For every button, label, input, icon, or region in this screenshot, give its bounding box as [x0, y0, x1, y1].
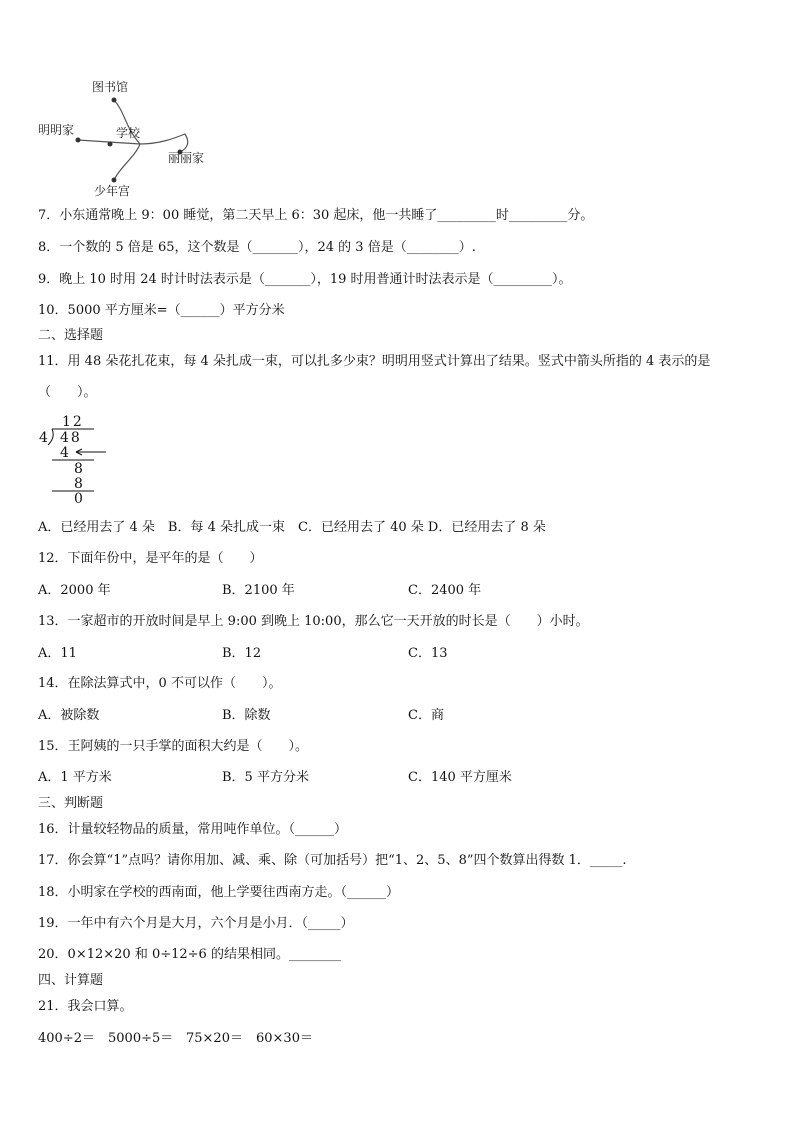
question-14-stem: 14．在除法算式中，0 不可以作（ ）。: [38, 676, 282, 691]
question-15-option-a: A．1 平方米: [38, 770, 112, 785]
question-8: 8．一个数的 5 倍是 65，这个数是（_______），24 的 3 倍是（________）.: [38, 240, 476, 255]
long-division-diagram: [36, 412, 126, 507]
question-13-stem: 13．一家超市的开放时间是早上 9:00 到晚上 10:00，那么它一天开放的时长是（ ）小时。: [38, 614, 589, 629]
step1-product: 4: [60, 445, 69, 461]
quotient: 12: [62, 414, 84, 430]
question-7: 7．小东通常晚上 9：00 睡觉，第二天早上 6：30 起床，他一共睡了_________时_________分。: [38, 208, 594, 223]
youth-palace-point: [112, 178, 117, 183]
mingming-home-label: 明明家: [38, 123, 75, 137]
school-label: 学校: [116, 126, 141, 140]
youth-palace-label: 少年宫: [94, 184, 131, 198]
question-14-option-c: C．商: [408, 708, 444, 723]
question-12-option-b: B．2100 年: [222, 583, 295, 598]
question-20: 20．0×12×20 和 0÷12÷6 的结果相同。________: [38, 947, 341, 962]
section-judge-heading: 三、判断题: [38, 796, 104, 811]
question-19: 19．一年中有六个月是大月，六个月是小月．（_____）: [38, 916, 354, 931]
question-18: 18．小明家在学校的西南面，他上学要往西南方走。（______）: [38, 885, 400, 900]
question-12-stem: 12．下面年份中，是平年的是（ ）: [38, 551, 263, 566]
step2-bringdown: 8: [74, 461, 83, 477]
divisor: 4: [39, 430, 48, 446]
library-label: 图书馆: [92, 80, 129, 94]
question-11-options: A．已经用去了 4 朵 B．每 4 朵扎成一束 C．已经用去了 40 朵 D．已经用去了 8 朵: [38, 520, 546, 535]
question-13-option-b: B．12: [222, 646, 262, 661]
question-13-option-a: A．11: [38, 646, 77, 661]
question-21-stem: 21．我会口算。: [38, 999, 133, 1014]
calc-item-2: 5000÷5＝: [108, 1031, 174, 1046]
calc-item-1: 400÷2＝: [38, 1031, 95, 1046]
question-11-stem: 11．用 48 朵花扎花束，每 4 朵扎成一束，可以扎多少束？明明用竖式计算出了结果。竖式中箭头所指的 4 表示的是: [38, 354, 711, 369]
question-13-option-c: C．13: [408, 646, 448, 661]
question-10: 10．5000 平方厘米=（______）平方分米: [38, 303, 285, 318]
question-12-option-c: C．2400 年: [408, 583, 482, 598]
question-11-blank: （ ）。: [38, 385, 97, 400]
question-12-option-a: A．2000 年: [38, 583, 111, 598]
question-14-option-a: A．被除数: [38, 708, 100, 723]
library-point: [112, 98, 117, 103]
remainder: 0: [74, 491, 83, 507]
question-17: 17．你会算“1”点吗？请你用加、减、乘、除（可加括号）把“1、2、5、8”四个数算出得数 1．_____.: [38, 853, 627, 868]
calc-item-4: 60×30＝: [256, 1031, 313, 1046]
question-15-option-b: B．5 平方分米: [222, 770, 309, 785]
step3-product: 8: [74, 476, 83, 492]
question-16: 16．计量较轻物品的质量，常用吨作单位。（______）: [38, 822, 348, 837]
question-15-option-c: C．140 平方厘米: [408, 770, 512, 785]
division-bracket: [48, 429, 53, 445]
question-14-option-b: B．除数: [222, 708, 271, 723]
section-choice-heading: 二、选择题: [38, 328, 104, 343]
direction-map-diagram: [30, 72, 270, 202]
calc-item-3: 75×20＝: [186, 1031, 243, 1046]
section-calc-heading: 四、计算题: [38, 973, 104, 988]
school-point: [108, 142, 113, 147]
lili-home-label: 丽丽家: [168, 151, 205, 165]
mingming-home-point: [76, 138, 81, 143]
road-south: [114, 144, 140, 180]
question-9: 9．晚上 10 时用 24 时计时法表示是（_______），19 时用普通计时法表示是（_________）。: [38, 272, 572, 287]
dividend: 48: [60, 430, 82, 446]
question-15-stem: 15．王阿姨的一只手掌的面积大约是（ ）。: [38, 739, 309, 754]
